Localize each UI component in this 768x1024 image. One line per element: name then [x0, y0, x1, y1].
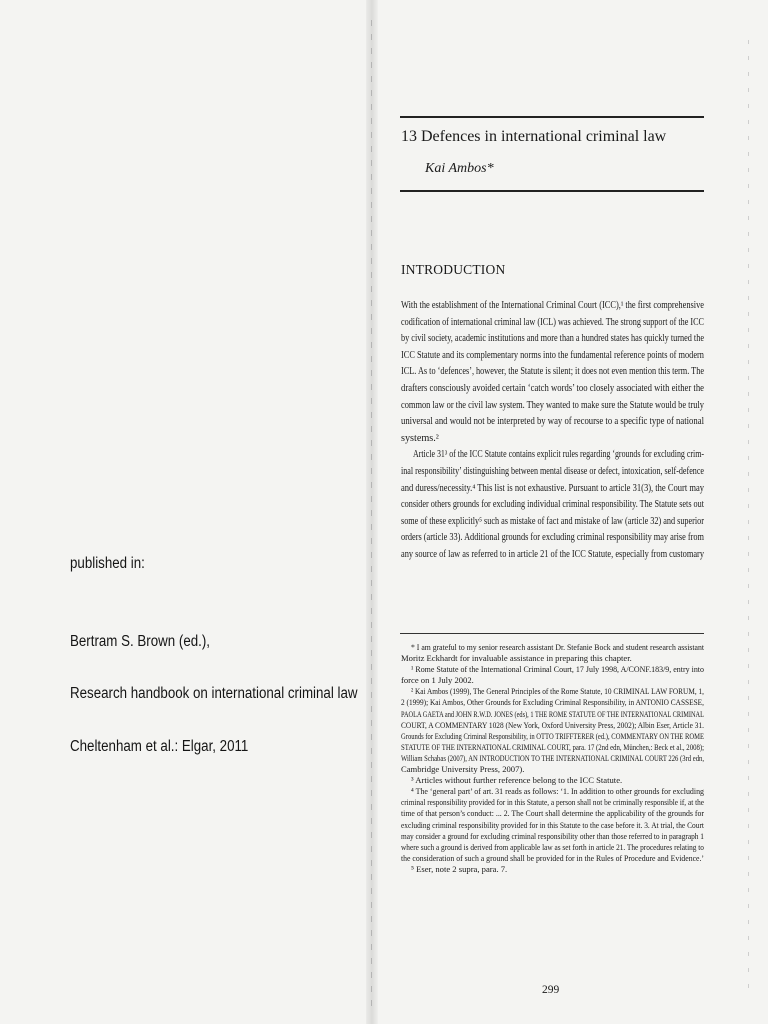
- title-bottom-rule: [400, 190, 704, 192]
- body-line: and duress/necessity.⁴ This list is not exhaustive. Pursuant to article 31(3), the Court may: [401, 482, 704, 494]
- footnote-line: ⁴ The ‘general part’ of art. 31 reads as follows: ‘1. In addition to other grounds for excluding: [411, 786, 704, 797]
- body-line: consider others grounds for excluding individual criminal responsibility. The Statute sets out: [401, 499, 704, 511]
- footnote-line: * I am grateful to my senior research assistant Dr. Stefanie Bock and student research assistant: [411, 642, 704, 652]
- body-line: Article 31³ of the ICC Statute contains explicit rules regarding ‘grounds for excluding crim-: [413, 449, 704, 461]
- footnote-line: Cambridge University Press, 2007).: [401, 764, 525, 775]
- body-line: inal responsibility’ distinguishing between mental disease or defect, intoxication, self-defence: [401, 465, 704, 477]
- title-top-rule: [400, 116, 704, 118]
- footnote-line: criminal responsibility provided for in this Statute, a person shall not be criminally responsible if, at the: [401, 797, 704, 808]
- footnote-line: ⁵ Eser, note 2 supra, para. 7.: [411, 863, 508, 874]
- body-line: some of these explicitly⁵ such as mistake of fact and mistake of law (article 32) and superior: [401, 515, 704, 527]
- book-title-line: Research handbook on international criminal law: [70, 685, 358, 702]
- footnote-line: ² Kai Ambos (1999), The General Principles of the Rome Statute, 10 CRIMINAL LAW FORUM, 1,: [411, 686, 704, 697]
- footnote-line: time of that person’s conduct: ... 2. The Court shall determine the applicability of the grounds for: [401, 808, 704, 819]
- body-line: drafters consciously avoided certain ‘catch words’ too closely associated with either the: [401, 382, 704, 394]
- body-line: ICL. As to ‘defences’, however, the Statute is silent; it does not even mention this term. The: [401, 366, 704, 378]
- footnote-line: where such a ground is derived from applicable law as set forth in article 21. The procedures relating to: [401, 841, 704, 852]
- footnote-line: force on 1 July 2002.: [401, 675, 474, 686]
- footnote-line: PAOLA GAETA and JOHN R.W.D. JONES (eds), 1 THE ROME STATUTE OF THE INTERNATIONAL CRIMINAL: [401, 708, 704, 719]
- footnote-line: the consideration of such a ground shall be provided for in the Rules of Procedure and Evidence.’: [401, 852, 704, 863]
- body-line: systems.²: [401, 432, 439, 444]
- body-text: [401, 298, 704, 564]
- footnote-line: William Schabas (2007), AN INTRODUCTION TO THE INTERNATIONAL CRIMINAL COURT 226 (3rd edn,: [401, 752, 704, 763]
- published-in-label: published in:: [70, 555, 145, 572]
- page-number: 299: [542, 984, 560, 996]
- footnote-rule: [400, 633, 704, 634]
- footnote-line: ¹ Rome Statute of the International Criminal Court, 17 July 1998, A/CONF.183/9, entry into: [411, 664, 704, 675]
- footnote-line: COURT, A COMMENTARY 1028 (New York, Oxford University Press, 2002); Albin Eser, Article 31.: [401, 719, 704, 730]
- footnote-line: STATUTE OF THE INTERNATIONAL CRIMINAL COURT, para. 17 (2nd edn, München,: Beck et al., 2008);: [401, 741, 704, 752]
- body-line: orders (article 33). Additional grounds for excluding criminal responsibility may arise from: [401, 532, 704, 544]
- footnote-line: Moritz Eckhardt for invaluable assistance in preparing this chapter.: [401, 653, 632, 664]
- section-heading: INTRODUCTION: [401, 262, 506, 277]
- footnote-line: excluding criminal responsibility provided for in this Statute to the case before it. 3. At trial, the Court: [401, 819, 704, 830]
- body-line: universal and would not be interpreted by way of recourse to a specific type of national: [401, 416, 704, 428]
- publisher-line: Cheltenham et al.: Elgar, 2011: [70, 738, 249, 755]
- body-line: ICC Statute and its complementary norms into the fundamental reference points of modern: [401, 349, 704, 361]
- chapter-title: 13 Defences in international criminal law: [401, 128, 667, 145]
- body-line: any source of law as referred to in article 21 of the ICC Statute, especially from customary: [401, 548, 704, 560]
- body-line: With the establishment of the International Criminal Court (ICC),¹ the first comprehensive: [401, 300, 704, 311]
- body-line: common law or the civil law system. They wanted to make sure the Statute would be truly: [401, 399, 704, 411]
- book-spine-shadow: [366, 0, 378, 1024]
- footnote-line: may consider a ground for excluding criminal responsibility other than those referred to in paragraph 1: [401, 830, 704, 841]
- footnotes: [401, 642, 704, 875]
- chapter-author: Kai Ambos*: [425, 161, 494, 176]
- page-edge-line: [748, 40, 749, 1000]
- footnote-line: 2 (1999); Kai Ambos, Other Grounds for Excluding Criminal Responsibility, in ANTONIO CASSESE,: [401, 697, 704, 708]
- body-line: codification of international criminal law (ICL) was achieved. The strong support of the ICC: [401, 316, 704, 328]
- footnote-line: Grounds for Excluding Criminal Responsibility, in OTTO TRIFFTERER (ed.), COMMENTARY ON THE ROME: [401, 730, 704, 741]
- editor-line: Bertram S. Brown (ed.),: [70, 633, 211, 650]
- book-gutter-line: [371, 20, 372, 1010]
- footnote-line: ³ Articles without further reference belong to the ICC Statute.: [411, 775, 623, 786]
- body-line: by civil society, academic institutions and more than a hundred states has quickly turned the: [401, 333, 704, 345]
